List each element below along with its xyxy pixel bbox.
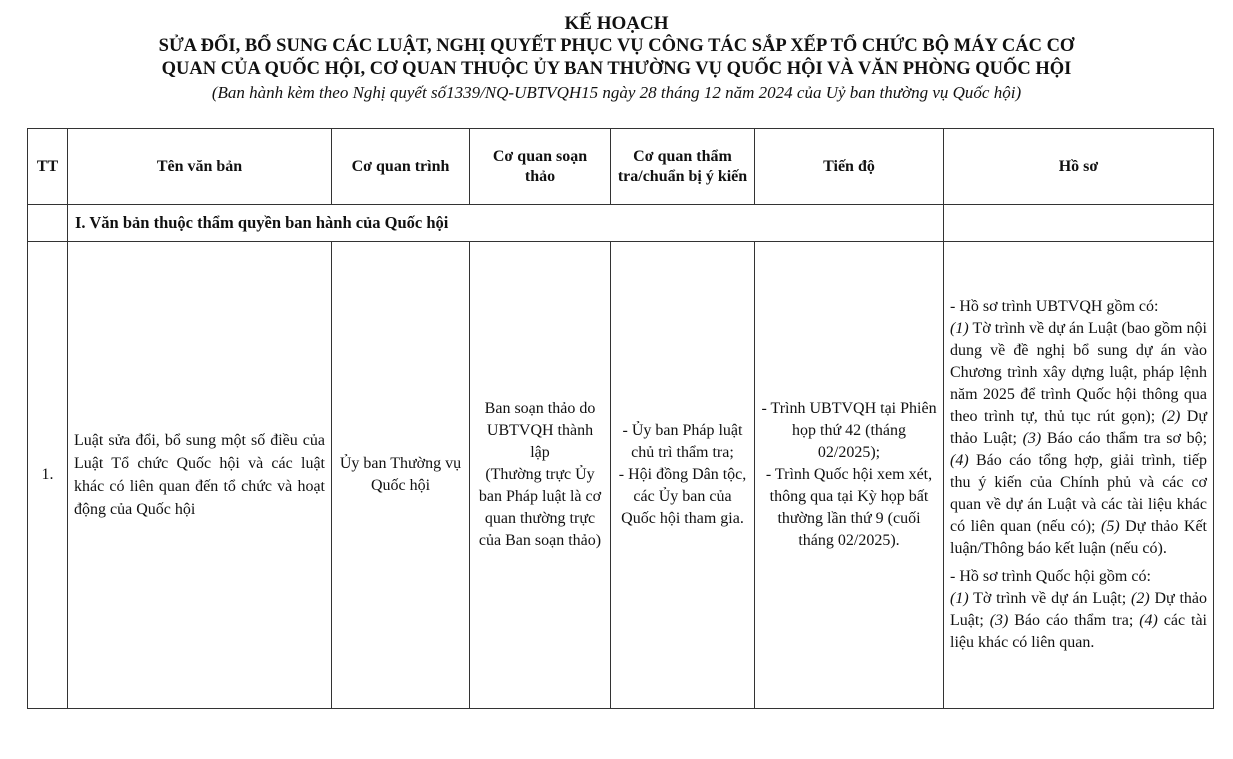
column-header-name: Tên văn bản xyxy=(68,129,332,205)
dossier-b-intro: - Hồ sơ trình Quốc hội gồm có: xyxy=(950,568,1151,585)
row-dossier xyxy=(944,242,1214,709)
dossier-b-item-3: Báo cáo thẩm tra; xyxy=(1008,612,1134,629)
schedule-line-2: - Trình Quốc hội xem xét, thông qua tại Kỳ họp bất thường lần thứ 9 (cuối tháng 02/2025). xyxy=(765,466,933,549)
dossier-a-item-2: Dự thảo Luật; xyxy=(950,408,1207,447)
dossier-b-num-4: (4) xyxy=(1139,612,1158,629)
dossier-b-num-1: (1) xyxy=(950,590,969,607)
section-row xyxy=(28,205,1214,242)
document-header xyxy=(0,12,1233,104)
reviewer-line-2: - Hội đồng Dân tộc, các Ủy ban của Quốc hội tham gia. xyxy=(618,466,747,527)
dossier-a-num-5: (5) xyxy=(1100,518,1120,535)
dossier-a-num-2: (2) xyxy=(1161,408,1181,425)
section-title: I. Văn bản thuộc thẩm quyền ban hành của Quốc hội xyxy=(68,205,944,242)
document-subtitle-line-1: SỬA ĐỔI, BỔ SUNG CÁC LUẬT, NGHỊ QUYẾT PHỤC VỤ CÔNG TÁC SẮP XẾP TỔ CHỨC BỘ MÁY CÁC CƠ xyxy=(158,36,1075,56)
column-header-submitter: Cơ quan trình xyxy=(332,129,470,205)
table-row xyxy=(28,242,1214,709)
dossier-a-num-3: (3) xyxy=(1022,430,1042,447)
dossier-ubtvqh xyxy=(950,296,1207,560)
dossier-b-num-2: (2) xyxy=(1131,590,1150,607)
dossier-a-num-4: (4) xyxy=(950,452,969,469)
document-issuance-note: (Ban hành kèm theo Nghị quyết số1339/NQ-UBTVQH15 ngày 28 tháng 12 năm 2024 của Uỷ ban thường vụ Quốc hội) xyxy=(211,83,1022,102)
row-submitter: Ủy ban Thường vụ Quốc hội xyxy=(332,242,470,709)
column-header-schedule: Tiến độ xyxy=(755,129,944,205)
reviewer-line-1: - Ủy ban Pháp luật chủ trì thẩm tra; xyxy=(622,422,743,461)
dossier-b-item-2: Dự thảo Luật; xyxy=(950,590,1208,629)
section-empty-cell xyxy=(944,205,1214,242)
dossier-a-num-1: (1) xyxy=(950,320,969,337)
column-header-reviewer: Cơ quan thẩm tra/chuẩn bị ý kiến xyxy=(611,129,755,205)
column-header-tt: TT xyxy=(28,129,68,205)
plan-table xyxy=(27,128,1214,709)
dossier-b-item-1: Tờ trình về dự án Luật; xyxy=(968,590,1127,607)
document-title: KẾ HOẠCH xyxy=(564,13,669,34)
column-header-dossier: Hồ sơ xyxy=(944,129,1214,205)
row-schedule xyxy=(755,242,944,709)
column-header-drafter: Cơ quan soạn thảo xyxy=(470,129,611,205)
dossier-a-item-4: Báo cáo tổng hợp, giải trình, tiếp thu ý kiến của Chính phủ và các cơ quan về dự án Luật và các tài liệu khác có liên quan (nếu có); xyxy=(950,452,1207,535)
drafter-line-1: Ban soạn thảo do UBTVQH thành lập xyxy=(484,400,596,461)
schedule-line-1: - Trình UBTVQH tại Phiên họp thứ 42 (tháng 02/2025); xyxy=(761,400,937,461)
table-header-row xyxy=(28,129,1214,205)
section-empty-cell xyxy=(28,205,68,242)
dossier-a-item-5: Dự thảo Kết luận/Thông báo kết luận (nếu có). xyxy=(950,518,1208,557)
row-number: 1. xyxy=(28,242,68,709)
dossier-b-item-4: các tài liệu khác có liên quan. xyxy=(950,612,1208,651)
dossier-a-intro: - Hồ sơ trình UBTVQH gồm có: xyxy=(950,298,1159,315)
document-subtitle-line-2: QUAN CỦA QUỐC HỘI, CƠ QUAN THUỘC ỦY BAN THƯỜNG VỤ QUỐC HỘI VÀ VĂN PHÒNG QUỐC HỘI xyxy=(161,59,1072,79)
row-drafter xyxy=(470,242,611,709)
dossier-quoc-hoi xyxy=(950,566,1207,654)
row-document-name: Luật sửa đổi, bổ sung một số điều của Luật Tổ chức Quốc hội và các luật khác có liên quan đến tổ chức và hoạt động của Quốc hội xyxy=(68,242,332,709)
dossier-a-item-1: Tờ trình về dự án Luật (bao gồm nội dung về đề nghị bổ sung dự án vào Chương trình xây dựng luật, pháp lệnh năm 2025 để trình Quốc hội thông qua theo trình tự, thủ tục rút gọn); xyxy=(950,320,1207,425)
dossier-b-num-3: (3) xyxy=(989,612,1009,629)
dossier-a-item-3: Báo cáo thẩm tra sơ bộ; xyxy=(1041,430,1208,447)
row-reviewer xyxy=(611,242,755,709)
drafter-line-2: (Thường trực Ủy ban Pháp luật là cơ quan thường trực của Ban soạn thảo) xyxy=(478,466,602,549)
